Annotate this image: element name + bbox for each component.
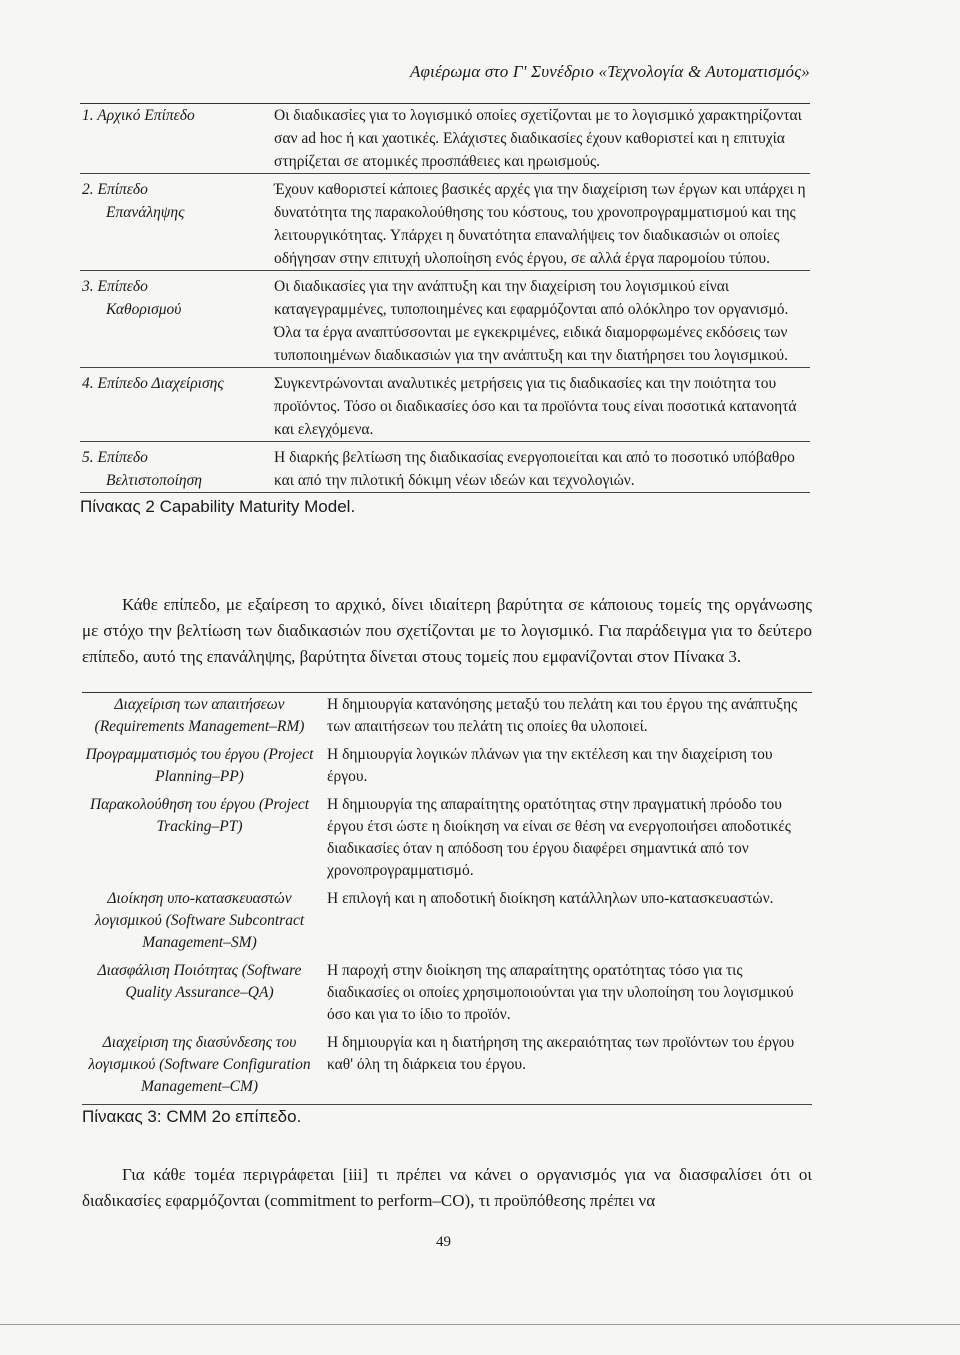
level-name-cont: Βελτιστοποίηση <box>106 472 202 489</box>
process-area: Διοίκηση υπο-κατασκευαστών λογισμικού (Software Subcontract Management–SM) <box>94 890 305 951</box>
table-row <box>80 104 810 174</box>
body-paragraph-2: Για κάθε τομέα περιγράφεται [iii] τι πρέπει να κάνει ο οργανισμός για να διασφαλίσει ότι οι διαδικασίες εφαρμόζονται (commitment to perform–CO), τι προϋπόθεσης πρέπει να <box>82 1165 812 1210</box>
process-area: Διαχείριση των απαιτήσεων (Requirements Management–RM) <box>94 696 305 735</box>
level-name: Επίπεδο <box>97 278 148 295</box>
table-row <box>82 1032 812 1098</box>
process-area-description: Η δημιουργία της απαραίτητης ορατότητας στην πραγματική πρόοδο του έργου έτσι ώστε η διοίκηση να είναι σε θέση να ενεργοποιήσει αποδοτικές διαδικασίες όταν η απόδοση του έργου διαφέρει σημαντικά από τον χρονοπρογραμματισμό. <box>327 796 791 879</box>
table-row <box>80 275 810 368</box>
table-row <box>82 888 812 954</box>
table-row <box>80 178 810 271</box>
table3-top-rule <box>82 692 812 693</box>
level-description: Οι διαδικασίες για την ανάπτυξη και την διαχείριση του λογισμικού είναι καταγεγραμμένες, τυποποιημένες και εφαρμόζονται από ολόκληρο τον οργανισμό. Όλα τα έργα αναπτύσσονται με εγκεκριμένες, ειδικά διαμορφωμένες εκδόσεις των τυποποιημένων διαδικασιών για την ανάπτυξη και την διατήρησει του λογισμικού. <box>274 278 789 364</box>
process-area: Διαχείριση της διασύνδεσης του λογισμικού (Software Configuration Management–CM) <box>88 1034 311 1095</box>
level-description: Έχουν καθοριστεί κάποιες βασικές αρχές για την διαχείριση των έργων και υπάρχει η δυνατότητα της παρακολούθησης του κόστους, του χρονοπρογραμματισμού και της λειτουργικότητας. Υπάρχει η δυνατότητα επαναλήψεις τον διαδικασιών οι οποίες οδήγησαν στην επιτυχή υλοποίηση ενός έργου, σε αλλά έργα παρομοίου τύπου. <box>274 181 806 267</box>
capability-maturity-table <box>80 104 810 517</box>
scan-edge-line <box>0 1324 960 1325</box>
level-number: 5. <box>82 449 94 466</box>
body-paragraph-1: Κάθε επίπεδο, με εξαίρεση το αρχικό, δίνει ιδιαίτερη βαρύτητα σε κάποιους τομείς της οργάνωσης με στόχο την βελτίωση των διαδικασιών που σχετίζονται με το λογισμικό. Για παράδειγμα για το δεύτερο επίπεδο, αυτό της επανάληψης, βαρύτητα δίνεται στους τομείς που εμφανίζονται στον Πίνακα 3. <box>82 595 812 666</box>
level-description: Συγκεντρώνονται αναλυτικές μετρήσεις για τις διαδικασίες και την ποιότητα του προϊόντος. Τόσο οι διαδικασίες όσο και τα προϊόντα τους είναι ποσοτικά κατανοητά και ελεγχόμενα. <box>274 375 797 438</box>
level-name: Επίπεδο Διαχείρισης <box>97 375 224 392</box>
level-number: 3. <box>82 278 94 295</box>
table-row <box>80 372 810 442</box>
level-name-cont: Επανάληψης <box>106 204 185 221</box>
process-area-description: Η παροχή στην διοίκηση της απαραίτητης ορατότητας τόσο για τις διαδικασίες οι οποίες χρησιμοποιούνται για την υλοποίηση του λογισμικού όσο και για το ίδιο το προϊόν. <box>327 962 794 1023</box>
table-row <box>80 446 810 493</box>
process-area-description: Η επιλογή και η αποδοτική διοίκηση κατάλληλων υπο-κατασκευαστών. <box>327 890 774 907</box>
process-area: Διασφάλιση Ποιότητας (Software Quality Assurance–QA) <box>97 962 302 1001</box>
table2-caption: Πίνακας 2 Capability Maturity Model. <box>80 497 356 516</box>
level-number: 1. <box>82 107 94 124</box>
level-number: 4. <box>82 375 94 392</box>
level-name: Επίπεδο <box>97 181 148 198</box>
process-area-description: Η δημιουργία κατανόησης μεταξύ του πελάτη και του έργου της ανάπτυξης των απαιτήσεων του πελάτη τις οποίες θα υλοποιεί. <box>327 696 798 735</box>
table-row <box>82 744 812 788</box>
table-row <box>82 694 812 738</box>
level-description: Οι διαδικασίες για το λογισμικό οποίες σχετίζονται με το λογισμικό χαρακτηρίζονται σαν ad hoc ή και χαοτικές. Ελάχιστες διαδικασίες έχουν καθοριστεί και η επιτυχία στηρίζεται σε ατομικές προσπάθειες και ηρωισμούς. <box>274 107 802 170</box>
process-area-description: Η δημιουργία λογικών πλάνων για την εκτέλεση και την διαχείριση του έργου. <box>327 746 773 785</box>
table-row <box>82 960 812 1026</box>
process-area: Προγραμματισμός του έργου (Project Planning–PP) <box>85 746 314 785</box>
page-number: 49 <box>436 1234 451 1250</box>
running-header: Αφιέρωμα στο Γ' Συνέδριο «Τεχνολογία & Αυτοματισμός» <box>409 62 810 81</box>
level-name-cont: Καθορισμού <box>106 301 182 318</box>
level-description: Η διαρκής βελτίωση της διαδικασίας ενεργοποιείται και από το ποσοτικό υπόβαθρο και από την πιλοτική δόκιμη νέων ιδεών και τεχνολογιών. <box>274 449 795 489</box>
level-name: Αρχικό Επίπεδο <box>97 107 195 124</box>
table-row <box>82 794 812 882</box>
cmm-level2-table <box>82 694 812 1127</box>
level-name: Επίπεδο <box>97 449 148 466</box>
process-area: Παρακολούθηση του έργου (Project Tracking–PT) <box>89 796 310 835</box>
table3-caption: Πίνακας 3: CMM 2ο επίπεδο. <box>82 1104 812 1127</box>
process-area-description: Η δημιουργία και η διατήρηση της ακεραιότητας των προϊόντων του έργου καθ' όλη τη διάρκεια του έργου. <box>327 1034 795 1073</box>
level-number: 2. <box>82 181 94 198</box>
